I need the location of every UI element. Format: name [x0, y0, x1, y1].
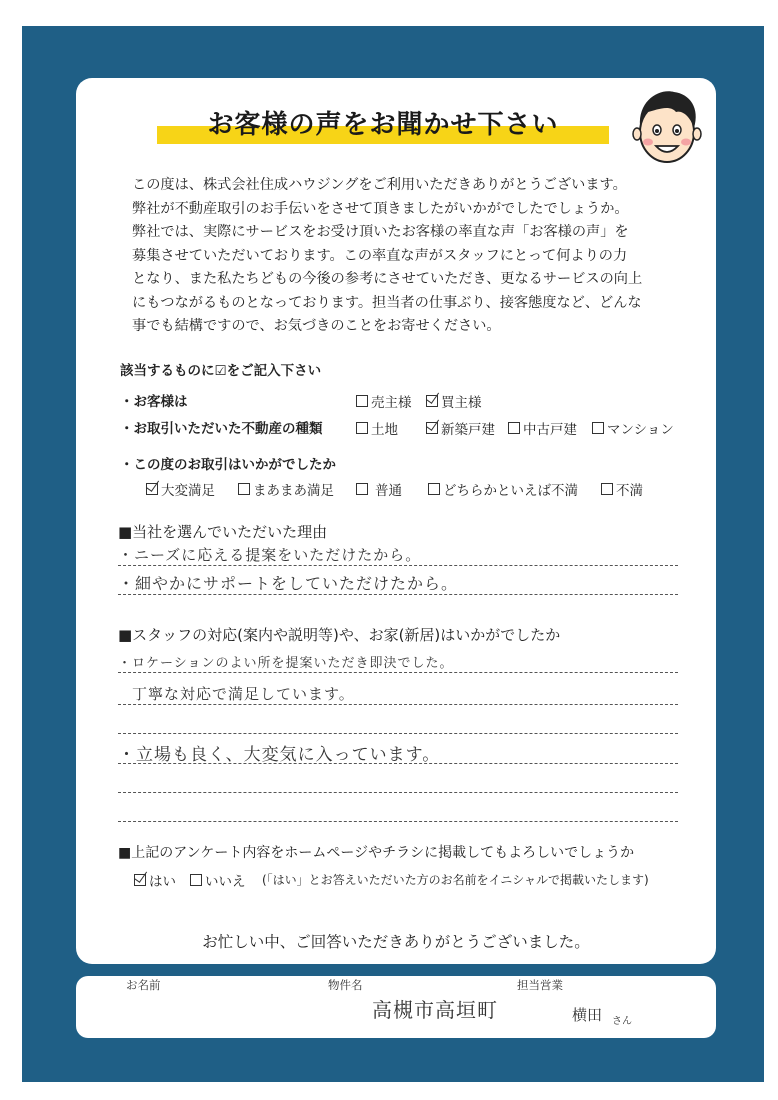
- checkbox-used-house[interactable]: [508, 418, 577, 438]
- mascot-face-icon: [630, 86, 704, 166]
- answer-line: [118, 792, 678, 793]
- handwritten-answer: ・ロケーションのよい所を提案いただき即決でした。: [118, 656, 454, 671]
- intro-line: この度は、株式会社住成ハウジングをご利用いただきありがとうございます。: [132, 177, 627, 193]
- checkbox-label: 売主様: [371, 395, 412, 411]
- handwritten-answer: ・ニーズに応える提案をいただけたから。: [118, 546, 422, 564]
- checkbox-no[interactable]: [190, 870, 246, 890]
- checkbox-neutral[interactable]: [356, 479, 402, 499]
- staff-honorific: さん: [612, 1016, 632, 1027]
- customer-type-label: ・お客様は: [120, 394, 188, 410]
- checkbox-yes[interactable]: [134, 870, 176, 890]
- checkbox-label: 新築戸建: [441, 422, 495, 438]
- answer-line: [118, 594, 678, 595]
- intro-paragraph: [132, 174, 692, 339]
- intro-line: 事でも結構ですので、お気づきのことをお寄せください。: [132, 318, 501, 334]
- question-publish: ■上記のアンケート内容をホームページやチラシに掲載してもよろしいでしょうか: [118, 845, 635, 861]
- answer-line: [118, 672, 678, 673]
- answer-line: [118, 763, 678, 764]
- question-reason: ■当社を選んでいただいた理由: [118, 523, 328, 541]
- checkbox-box[interactable]: [190, 874, 202, 886]
- property-label: 物件名: [328, 978, 363, 992]
- checkbox-label: いいえ: [205, 874, 246, 890]
- checkbox-label: 中古戸建: [523, 422, 577, 438]
- check-instruction: 該当するものに☑をご記入下さい: [120, 363, 322, 379]
- handwritten-answer: ・立場も良く、大変気に入っています。: [118, 745, 441, 765]
- checkbox-somewhat-dissatisfied[interactable]: [428, 479, 578, 499]
- checkbox-very-satisfied[interactable]: [146, 479, 215, 499]
- checkbox-label: 大変満足: [161, 483, 215, 499]
- checkbox-dissatisfied[interactable]: [601, 479, 643, 499]
- handwritten-answer: 丁寧な対応で満足しています。: [132, 685, 355, 703]
- intro-line: にもつながるものとなっております。担当者の仕事ぶり、接客態度など、どんな: [132, 294, 642, 311]
- title-block: [157, 104, 609, 148]
- checkbox-seller[interactable]: [356, 391, 412, 411]
- checkbox-box[interactable]: [356, 395, 368, 407]
- checkbox-mansion[interactable]: [592, 418, 674, 438]
- checkbox-label: 買主様: [441, 395, 482, 411]
- satisfaction-label: ・この度のお取引はいかがでしたか: [120, 457, 336, 473]
- checkbox-label: はい: [149, 874, 176, 890]
- property-type-label: ・お取引いただいた不動産の種類: [120, 421, 323, 437]
- thanks-message: お忙しい中、ご回答いただきありがとうございました。: [202, 933, 590, 951]
- intro-line: 弊社では、実際にサービスをお受け頂いたお客様の率直な声「お客様の声」を: [132, 224, 629, 240]
- staff-name-value: 横田: [572, 1006, 603, 1024]
- staff-label: 担当営業: [517, 978, 563, 992]
- checkbox-label: 普通: [375, 483, 402, 499]
- handwritten-answer: ・細やかにサポートをしていただけたから。: [118, 574, 459, 593]
- answer-line: [118, 565, 678, 566]
- checkbox-label: 土地: [371, 422, 398, 438]
- checkbox-label: どちらかといえば不満: [443, 483, 578, 499]
- checkbox-box-checked[interactable]: [134, 874, 146, 886]
- checkbox-box[interactable]: [428, 483, 440, 495]
- answer-line: [118, 821, 678, 822]
- checkbox-box[interactable]: [508, 422, 520, 434]
- checkbox-land[interactable]: [356, 418, 398, 438]
- checkbox-label: マンション: [607, 422, 674, 438]
- checkbox-box[interactable]: [356, 483, 368, 495]
- checkbox-label: まあまあ満足: [253, 483, 334, 499]
- answer-line: [118, 733, 678, 734]
- checkbox-buyer[interactable]: [426, 391, 482, 411]
- checkbox-somewhat-satisfied[interactable]: [238, 479, 334, 499]
- checkbox-box[interactable]: [238, 483, 250, 495]
- name-label: お名前: [126, 978, 161, 992]
- answer-line: [118, 704, 678, 705]
- checkbox-box-checked[interactable]: [426, 422, 438, 434]
- publish-note: (「はい」とお答えいただいた方のお名前をイニシャルで掲載いたします): [262, 873, 649, 887]
- checkbox-label: 不満: [616, 483, 643, 499]
- checkbox-box[interactable]: [592, 422, 604, 434]
- checkbox-box[interactable]: [356, 422, 368, 434]
- page-title: お客様の声をお聞かせ下さい: [207, 110, 559, 140]
- checkbox-new-house[interactable]: [426, 418, 495, 438]
- intro-line: 弊社が不動産取引のお手伝いをさせて頂きましたがいかがでしたでしょうか。: [132, 200, 629, 217]
- checkbox-box-checked[interactable]: [146, 483, 158, 495]
- property-name-value: 高槻市高垣町: [372, 998, 498, 1022]
- checkbox-box[interactable]: [601, 483, 613, 495]
- question-staff: ■スタッフの対応(案内や説明等)や、お家(新居)はいかがでしたか: [118, 626, 561, 644]
- checkbox-box-checked[interactable]: [426, 395, 438, 407]
- intro-line: 募集させていただいております。この率直な声がスタッフにとって何よりの力: [132, 247, 628, 264]
- intro-line: となり、また私たちどもの今後の参考にさせていただき、更なるサービスの向上: [132, 271, 643, 287]
